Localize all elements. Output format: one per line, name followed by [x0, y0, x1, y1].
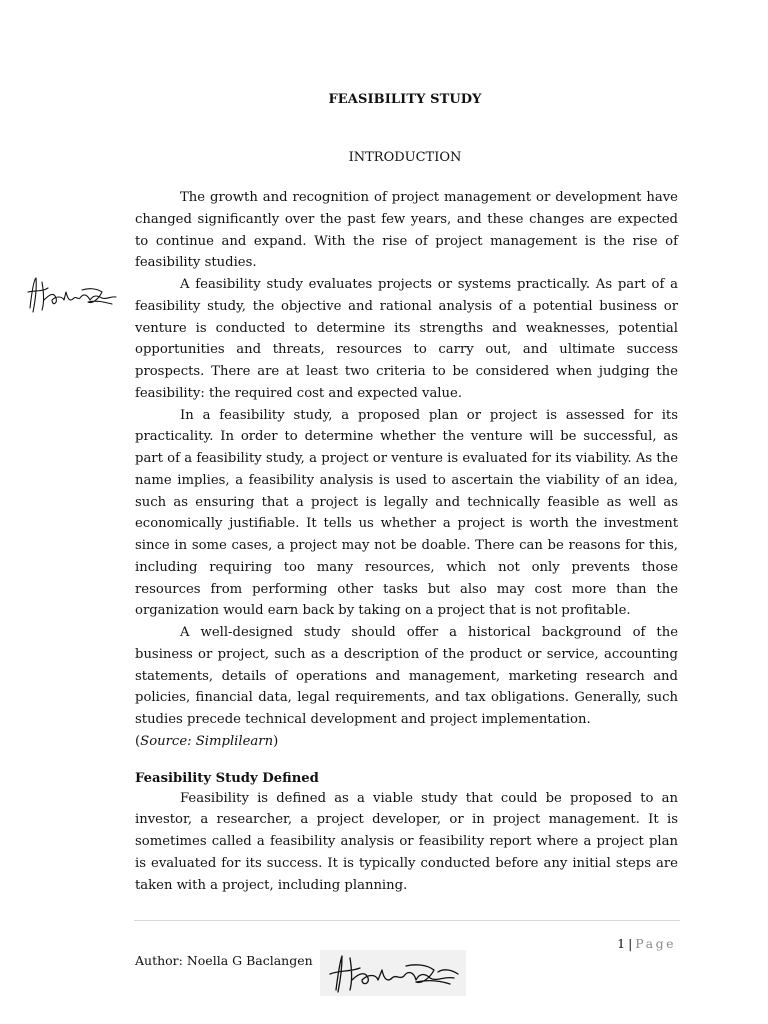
paragraph: Feasibility is defined as a viable study that could be proposed to an investor, a researcher, a project developer, or in project management. It is sometimes called a feasibility analysis or feasibility report where a project plan is evaluated for its success. It is typically conducted before any initial steps are taken with a project, including planning.	[135, 790, 678, 893]
footer-divider	[134, 920, 680, 921]
page-number-separator: |	[628, 936, 633, 951]
page-number	[617, 936, 676, 951]
section-introduction-title: INTRODUCTION	[348, 150, 462, 165]
source-label: Source: Simplilearn	[140, 733, 274, 749]
document-body	[135, 187, 678, 896]
document-title: FEASIBILITY STUDY	[328, 92, 482, 107]
footer-author: Author: Noella G Baclangen	[135, 953, 313, 968]
paragraph: In a feasibility study, a proposed plan or project is assessed for its practicality. In order to determine whether the venture will be successful, as part of a feasibility study, a project or venture is evaluated for its viability. As the name implies, a feasibility analysis is used to ascertain the viability of an idea, such as ensuring that a project is legally and technically feasible as well as economically justifiable. It tells us whether a project is worth the investment since in some cases, a project may not be doable. There can be reasons for this, including requiring too many resources, which not only prevents those resources from performing other tasks but also may cost more than the organization would earn back by taking on a project that is not profitable.	[135, 407, 678, 619]
paragraph: A feasibility study evaluates projects or systems practically. As part of a feasibility study, the objective and rational analysis of a potential business or venture is conducted to determine its strengths and weaknesses, potential opportunities and threats, resources to carry out, and ultimate success prospects. There are at least two criteria to be considered when judging the feasibility: the required cost and expected value.	[135, 277, 678, 401]
source-citation: (Source: Simplilearn)	[135, 733, 279, 749]
page-number-value: 1	[617, 936, 626, 951]
footer-signature	[320, 950, 466, 996]
paragraph: The growth and recognition of project management or development have changed significantly over the past few years, and these changes are expected to continue and expand. With the rise of project management is the rise of feasibility studies.	[135, 190, 678, 271]
margin-signature	[22, 270, 122, 320]
section-heading: Feasibility Study Defined	[135, 770, 319, 786]
page-word: Page	[635, 936, 676, 951]
paragraph: A well-designed study should offer a historical background of the business or project, such as a description of the product or service, accounting statements, details of operations and management, marketing research and policies, financial data, legal requirements, and tax obligations. Generally, such studies precede technical development and project implementation.	[135, 625, 678, 727]
